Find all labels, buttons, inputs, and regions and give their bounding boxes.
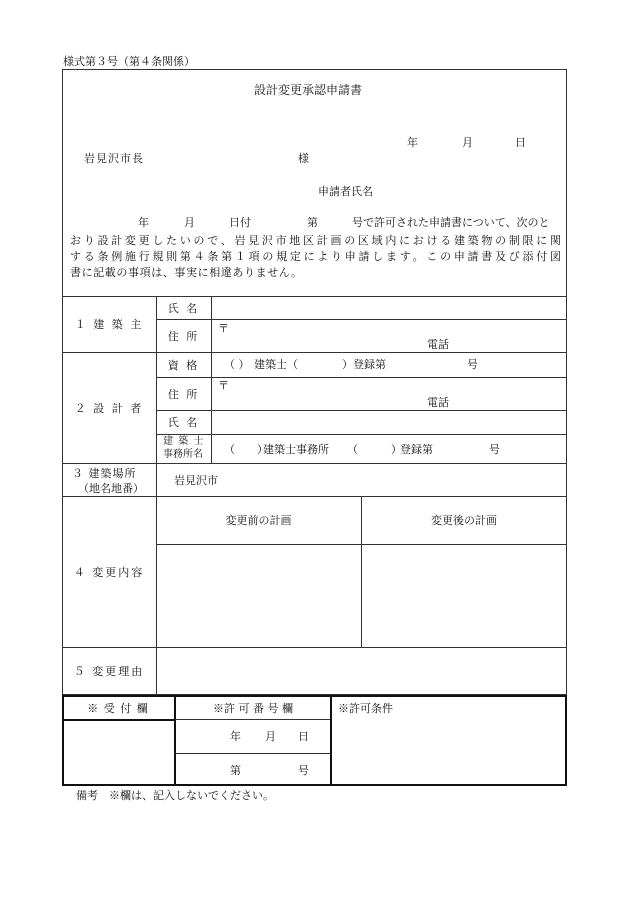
- designer-name-label: 氏 名: [167, 416, 200, 429]
- designer-phone-label: 電話: [427, 396, 449, 409]
- statement-no-prefix: 第: [307, 216, 318, 229]
- addressee-mayor: 岩見沢市長: [84, 152, 144, 165]
- reason-field[interactable]: [157, 648, 566, 694]
- statement-line4: 書に記載の事項は、事実に相違ありません。: [70, 266, 303, 279]
- builder-name-label: 氏 名: [167, 301, 200, 315]
- change-after-header: 変更後の計画: [431, 514, 497, 527]
- builder-section-label: １ 建 築 主: [74, 318, 144, 331]
- footnote: 備考 ※欄は、記入しないでください。: [76, 789, 274, 802]
- statement-month: 月: [184, 216, 195, 229]
- designer-section-label: ２ 設 計 者: [74, 401, 144, 415]
- designer-office-type: 建築士事務所: [263, 443, 329, 456]
- date-year-label: 年: [407, 136, 418, 149]
- designer-qualification-architect: 建築士（: [254, 358, 298, 371]
- builder-name-field[interactable]: [212, 297, 566, 319]
- reception-header: ※ 受 付 欄: [87, 702, 149, 715]
- site-field[interactable]: [157, 464, 566, 496]
- designer-office-paren2: （ ）: [347, 443, 402, 456]
- site-label-line1: ３ 建築場所: [72, 467, 137, 480]
- reason-section-label: ５ 変更理由: [73, 665, 145, 678]
- designer-office-label-2: 事務所名: [163, 449, 203, 460]
- permit-date-year: 年: [230, 730, 241, 743]
- change-after-field[interactable]: [362, 545, 566, 646]
- form-number: 様式第３号（第４条関係）: [63, 55, 195, 68]
- designer-postal-mark: 〒: [218, 379, 229, 392]
- change-before-field[interactable]: [157, 545, 360, 646]
- designer-qualification-no: 号: [467, 358, 478, 371]
- designer-office-paren: （ ）: [224, 443, 268, 456]
- statement-line1-rest: 号で許可された申請書について、次のと: [352, 216, 550, 229]
- date-day-label: 日: [515, 136, 526, 149]
- builder-phone-label: 電話: [427, 338, 449, 351]
- permit-number-prefix: 第: [230, 764, 241, 777]
- permit-number-suffix: 号: [298, 764, 309, 777]
- designer-name-field[interactable]: [212, 411, 566, 434]
- permit-date-day: 日: [298, 730, 309, 743]
- permit-number-header: ※許 可 番 号 欄: [213, 702, 293, 715]
- applicant-name-label: 申請者氏名: [318, 185, 373, 198]
- designer-office-no: 号: [489, 443, 500, 456]
- statement-date-suffix: 日付: [229, 216, 251, 229]
- builder-address-label: 住 所: [167, 329, 200, 343]
- date-month-label: 月: [462, 136, 473, 149]
- designer-qualification-registration: ）登録第: [342, 358, 386, 371]
- change-section-label: ４ 変更内容: [73, 565, 145, 579]
- designer-address-label: 住 所: [167, 387, 200, 401]
- designer-office-label-1: 建 築 士: [163, 436, 205, 447]
- designer-qualification-label: 資 格: [167, 358, 200, 372]
- statement-year: 年: [138, 216, 149, 229]
- designer-qualification-paren: （ ）: [224, 358, 250, 371]
- builder-postal-mark: 〒: [218, 322, 229, 335]
- builder-address-field[interactable]: [212, 320, 566, 352]
- site-label-line2: （地名地番）: [78, 482, 144, 495]
- site-value: 岩見沢市: [174, 474, 218, 487]
- change-before-header: 変更前の計画: [225, 514, 292, 527]
- addressee-honorific: 様: [298, 152, 309, 165]
- form-title: 設計変更承認申請書: [254, 83, 363, 97]
- statement-line2: おり設計変更したいので、岩見沢市地区計画の区域内における建築物の制限に関: [70, 234, 561, 247]
- designer-address-field[interactable]: [212, 378, 566, 410]
- permit-conditions-header: ※許可条件: [338, 702, 393, 715]
- permit-date-month: 月: [265, 730, 276, 743]
- designer-office-registration: 登録第: [400, 443, 433, 456]
- statement-line3: する条例施行規則第４条第１項の規定により申請します。この申請書及び添付図: [70, 250, 561, 263]
